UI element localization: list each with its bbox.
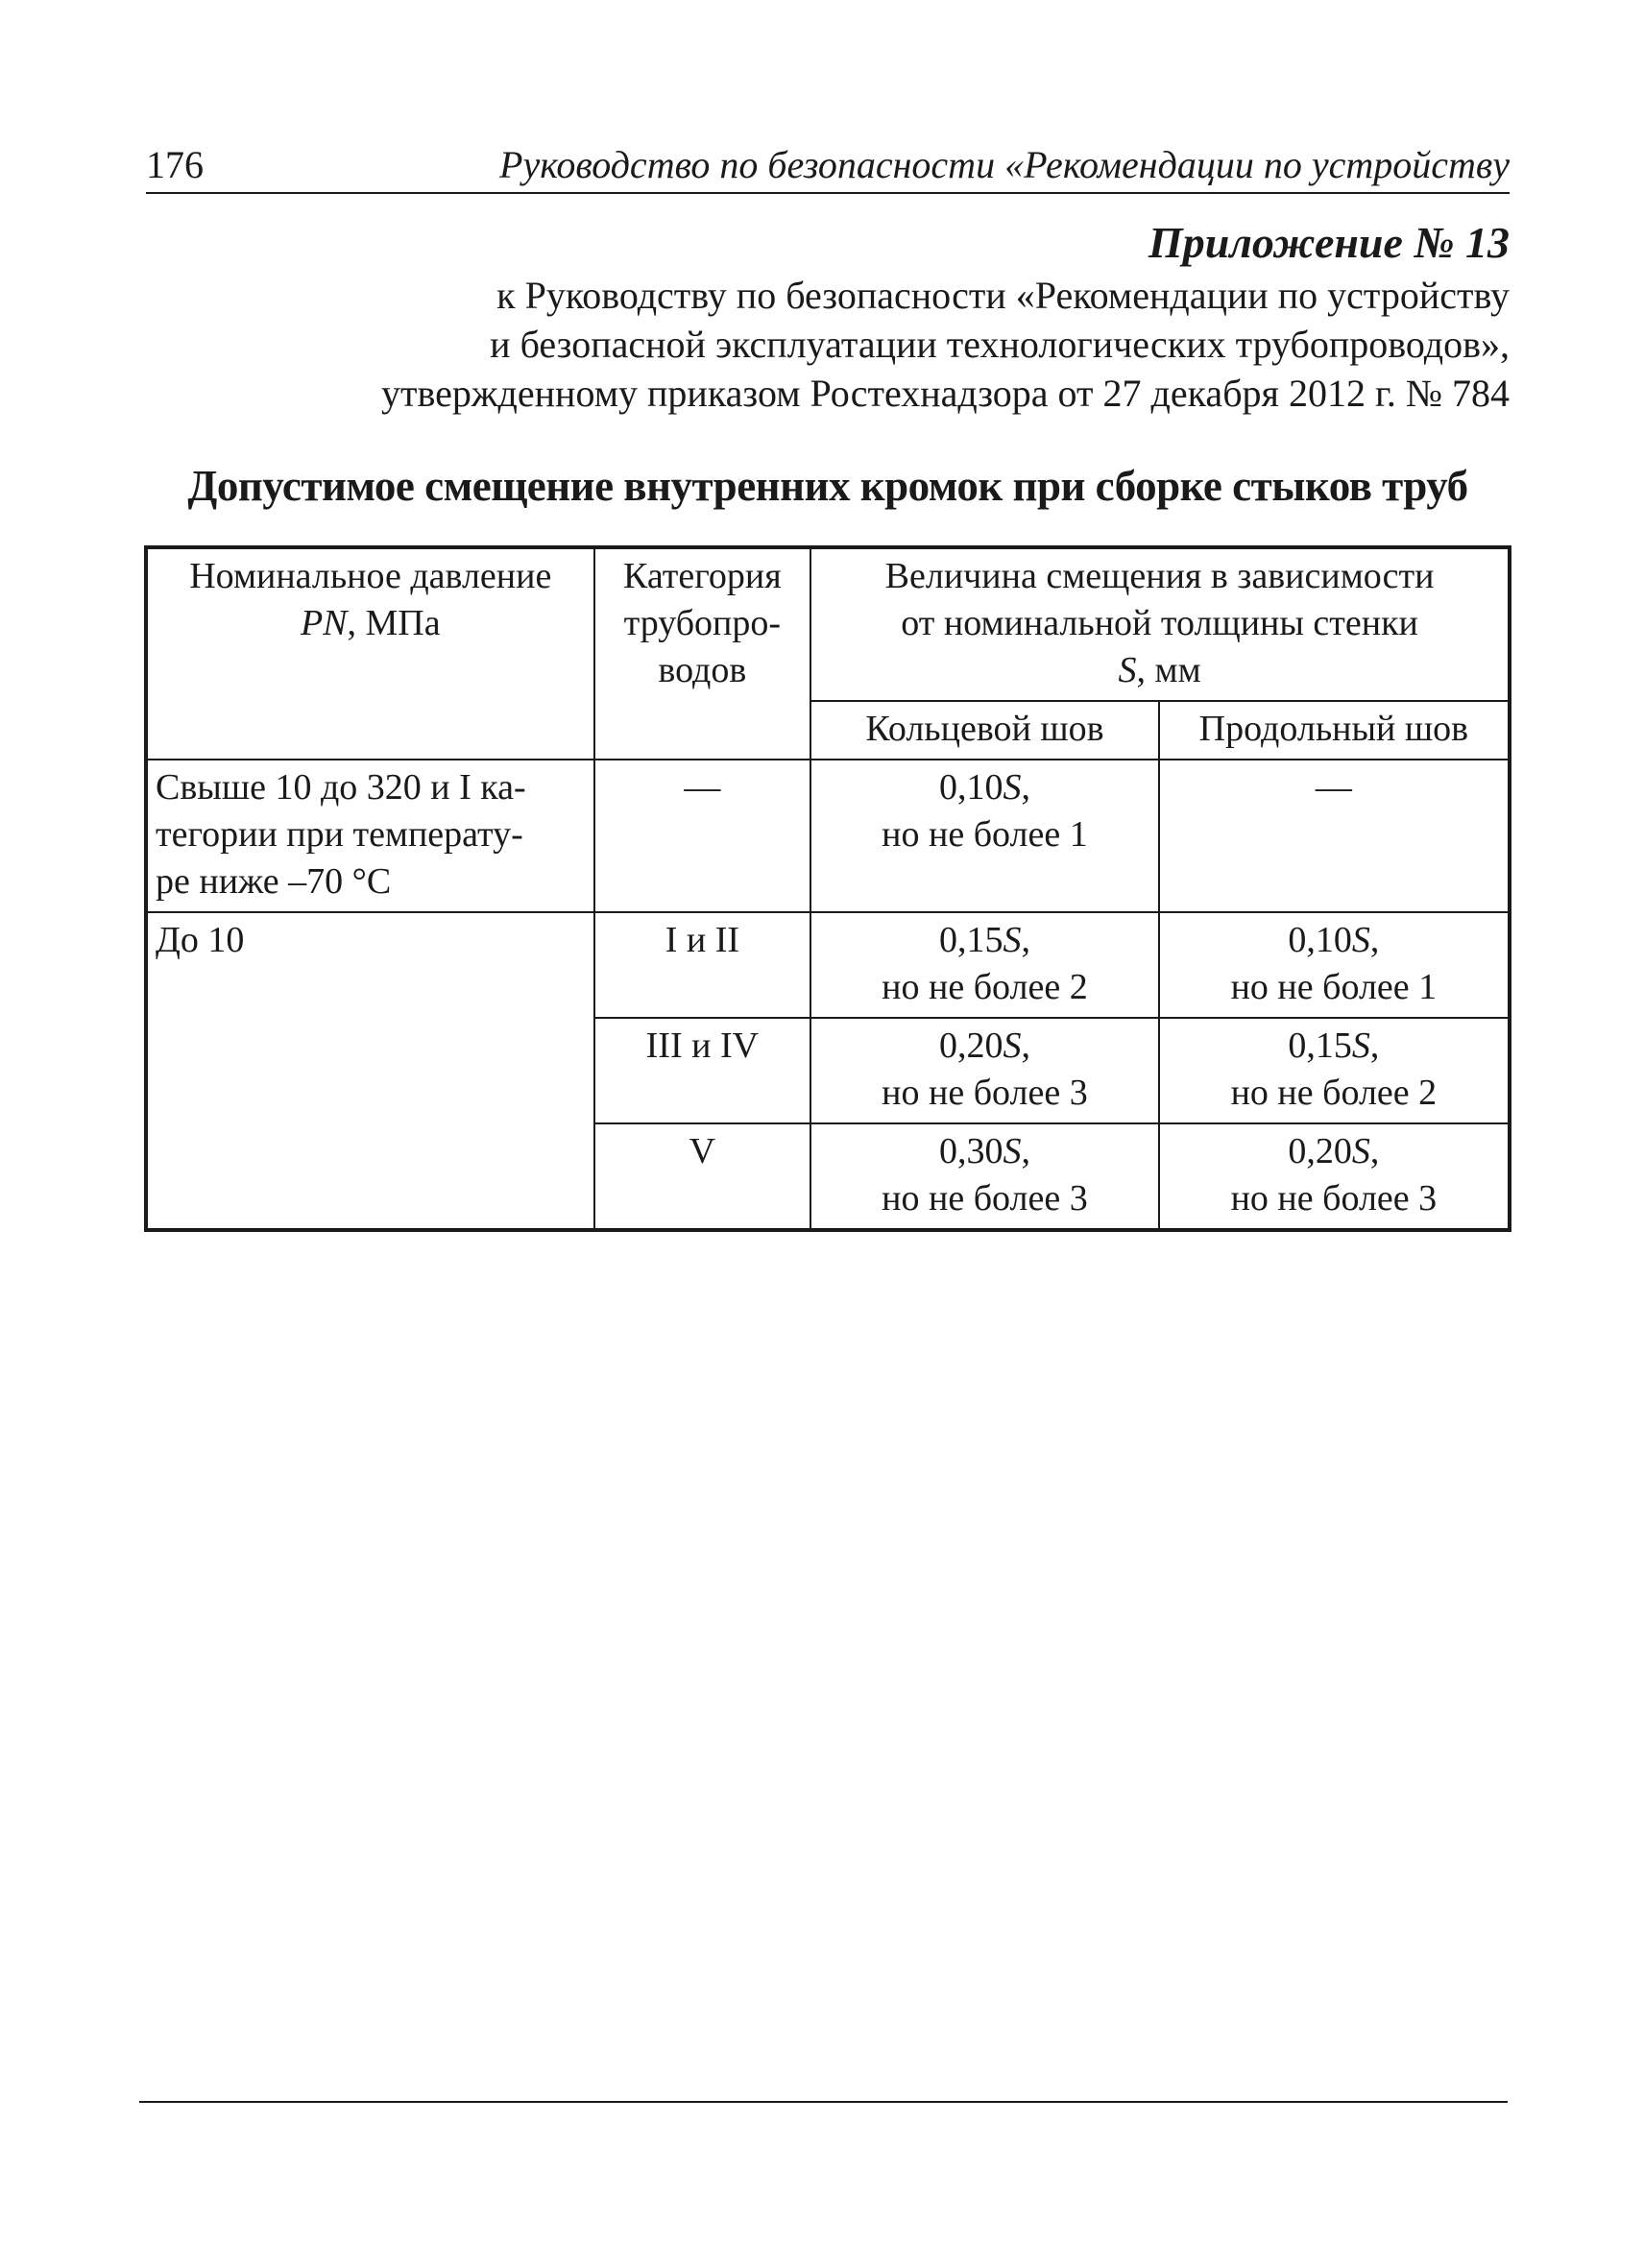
page-number: 176 <box>146 143 204 186</box>
header-category-line: Категория <box>623 556 782 596</box>
cell-ring-limit: но не более 2 <box>882 967 1088 1007</box>
cell-long-limit: но не более 1 <box>1230 967 1438 1007</box>
header-offset <box>810 547 1510 701</box>
s-symbol: S <box>1003 1131 1022 1171</box>
cell-long-limit: но не более 3 <box>1230 1178 1438 1218</box>
cell-longitudinal <box>1159 1123 1510 1230</box>
header-offset-line2: от номинальной толщины стенки <box>901 603 1418 643</box>
cell-ring-coef <box>819 917 1150 964</box>
cell-ring <box>810 1123 1159 1230</box>
table-row <box>146 912 1510 1018</box>
s-symbol: S <box>1351 920 1370 960</box>
cell-ring-limit: но не более 1 <box>882 814 1088 855</box>
header-pressure-line1: Номинальное давление <box>189 556 552 596</box>
cell-category: I и II <box>594 912 811 1018</box>
header-category-line: трубопро- <box>623 603 782 643</box>
coef: 0,10 <box>1288 920 1352 960</box>
coef: 0,30 <box>938 1131 1003 1171</box>
document-title: Допустимое смещение внутренних кромок при сборке стыков труб <box>187 462 1468 510</box>
comma: , <box>1021 920 1030 960</box>
header-pressure <box>146 547 594 760</box>
s-symbol: S <box>1003 920 1022 960</box>
cell-ring-limit: но не более 3 <box>882 1073 1088 1113</box>
page-header <box>146 142 1510 194</box>
header-longitudinal-seam: Продольный шов <box>1159 701 1510 760</box>
s-symbol: S <box>1003 1025 1022 1066</box>
cell-longitudinal <box>1159 912 1510 1018</box>
cell-pressure-line: До 10 <box>156 920 245 960</box>
cell-ring-limit: но не более 3 <box>882 1178 1088 1218</box>
cell-ring <box>810 912 1159 1018</box>
offset-table <box>144 545 1511 1232</box>
coef: 0,15 <box>938 920 1003 960</box>
cell-long-coef <box>1168 1128 1500 1175</box>
header-offset-line3 <box>819 647 1500 694</box>
cell-category: — <box>594 760 811 912</box>
coef: 0,20 <box>1288 1131 1352 1171</box>
comma: , <box>1369 1025 1380 1066</box>
s-symbol: S <box>1351 1131 1370 1171</box>
cell-longitudinal: — <box>1159 760 1510 912</box>
cell-pressure-line: тегории при температу- <box>156 814 523 855</box>
cell-ring-coef <box>819 764 1150 811</box>
cell-longitudinal <box>1159 1018 1510 1123</box>
comma: , <box>1369 1131 1380 1171</box>
appendix-block <box>165 215 1510 418</box>
appendix-title: Приложение № 13 <box>1148 218 1510 267</box>
cell-ring <box>810 760 1159 912</box>
comma: , <box>1021 1131 1030 1171</box>
pn-symbol: PN <box>300 603 348 643</box>
coef: 0,15 <box>1288 1025 1352 1066</box>
cell-category: V <box>594 1123 811 1230</box>
header-category-line: водов <box>658 650 747 690</box>
comma: , <box>1021 767 1030 808</box>
cell-long-limit: но не более 2 <box>1230 1073 1438 1113</box>
cell-ring-coef <box>819 1128 1150 1175</box>
s-unit: , мм <box>1136 650 1201 690</box>
cell-pressure-line: Свыше 10 до 320 и I ка- <box>156 767 526 808</box>
s-symbol: S <box>1003 767 1022 808</box>
table-row <box>146 760 1510 912</box>
s-symbol: S <box>1118 650 1137 690</box>
footer-rule <box>139 2101 1508 2103</box>
comma: , <box>1021 1025 1030 1066</box>
appendix-line: к Руководству по безопасности «Рекомендации по устройству <box>496 274 1510 317</box>
comma: , <box>1369 920 1380 960</box>
coef: 0,20 <box>938 1025 1003 1066</box>
cell-ring-coef <box>819 1023 1150 1070</box>
appendix-line: и безопасной эксплуатации технологических трубопроводов», <box>490 323 1510 366</box>
cell-ring <box>810 1018 1159 1123</box>
header-offset-line1: Величина смещения в зависимости <box>884 556 1435 596</box>
cell-pressure-line: ре ниже –70 °C <box>156 861 392 902</box>
pn-unit: , МПа <box>347 603 441 643</box>
table-header-row <box>146 547 1510 701</box>
cell-pressure <box>146 760 594 912</box>
header-pressure-line2 <box>156 600 586 647</box>
coef: 0,10 <box>938 767 1003 808</box>
header-category <box>594 547 811 760</box>
cell-pressure <box>146 912 594 1230</box>
running-title: Руководство по безопасности «Рекомендации по устройству <box>499 143 1510 186</box>
appendix-line: утвержденному приказом Ростехнадзора от 27 декабря 2012 г. № 784 <box>381 372 1510 415</box>
cell-category: III и IV <box>594 1018 811 1123</box>
header-ring-seam: Кольцевой шов <box>810 701 1159 760</box>
s-symbol: S <box>1351 1025 1370 1066</box>
cell-long-coef <box>1168 1023 1500 1070</box>
cell-long-coef <box>1168 917 1500 964</box>
